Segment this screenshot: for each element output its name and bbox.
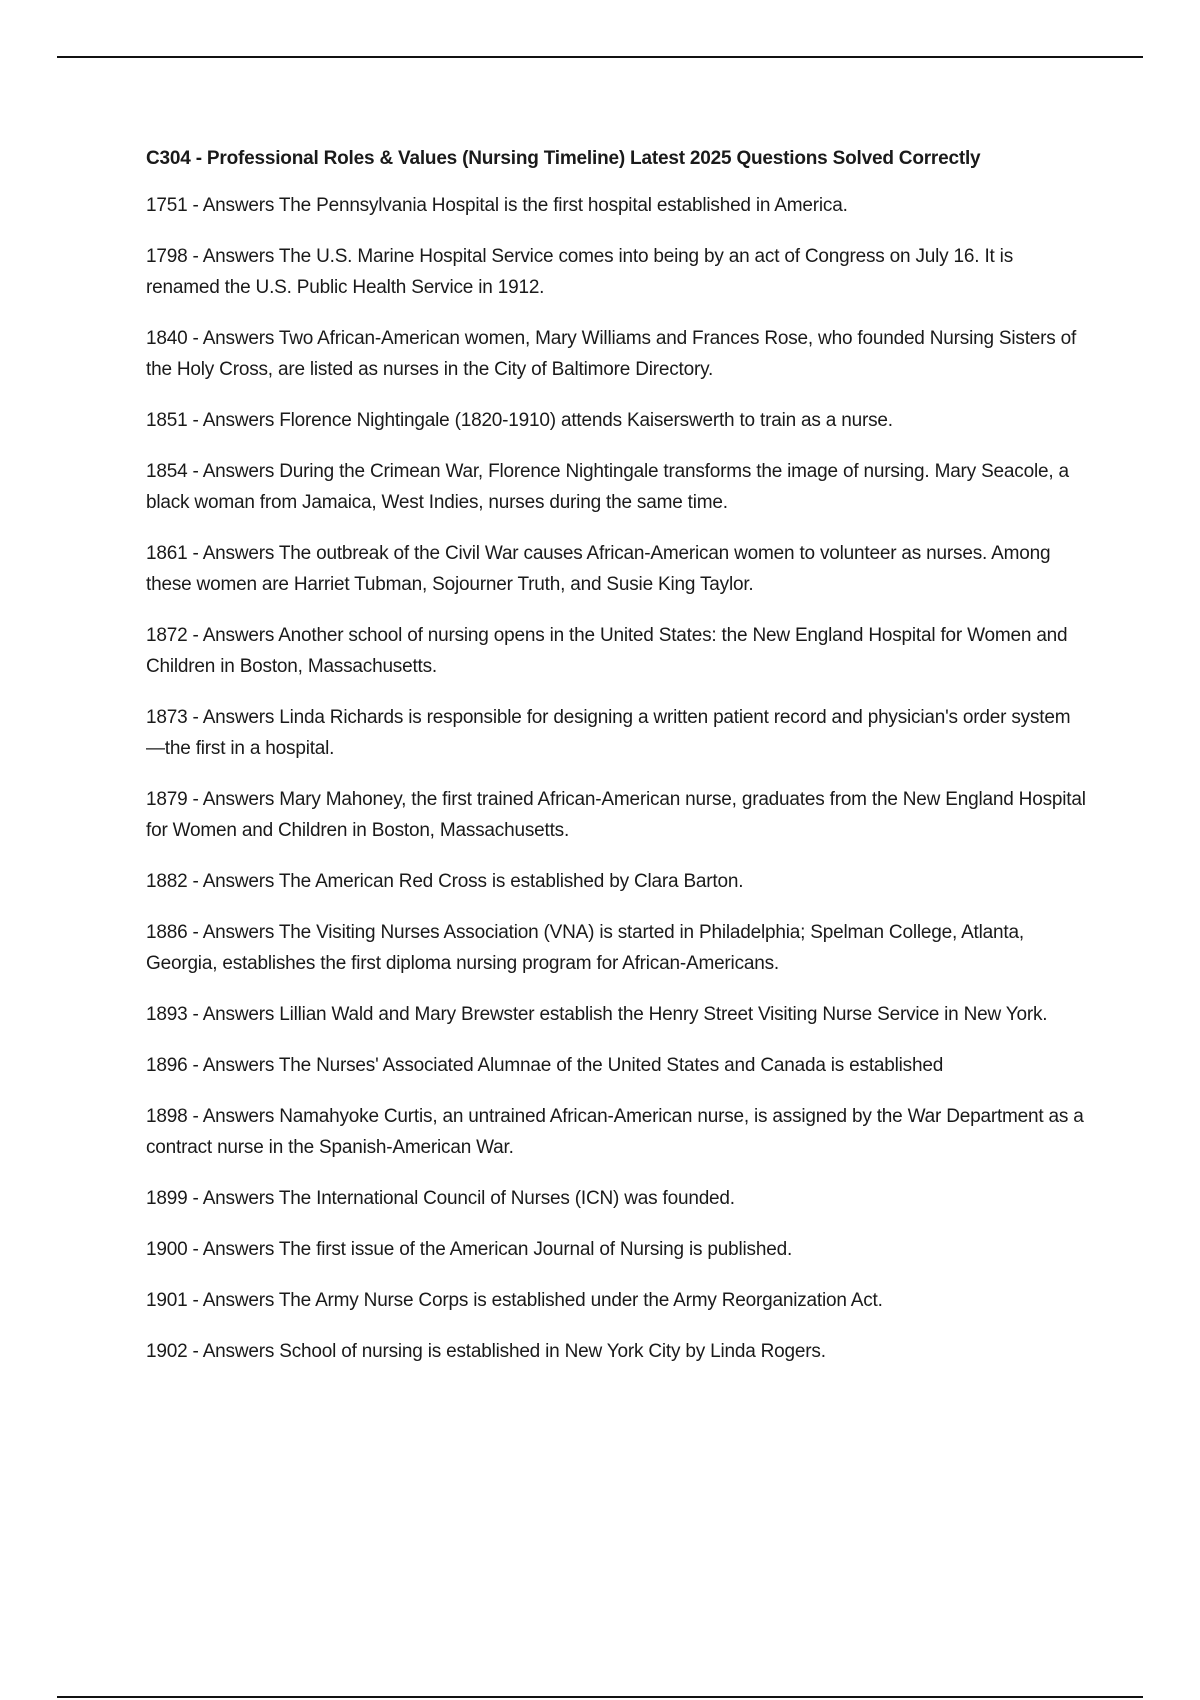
timeline-entry: 1882 - Answers The American Red Cross is established by Clara Barton. <box>146 871 744 892</box>
document-title: C304 - Professional Roles & Values (Nursing Timeline) Latest 2025 Questions Solved Correctly <box>146 148 981 169</box>
timeline-entry: 1840 - Answers Two African-American women, Mary Williams and Frances Rose, who founded Nursing Sisters of the Holy Cross, are listed as nurses in the City of Baltimore Directory. <box>146 328 1077 380</box>
timeline-entry: 1886 - Answers The Visiting Nurses Association (VNA) is started in Philadelphia; Spelman College, Atlanta, Georgia, establishes the first diploma nursing program for African-Americans. <box>146 922 1024 974</box>
timeline-entry: 1851 - Answers Florence Nightingale (1820-1910) attends Kaiserswerth to train as a nurse. <box>146 410 893 431</box>
timeline-entry: 1854 - Answers During the Crimean War, Florence Nightingale transforms the image of nursing. Mary Seacole, a black woman from Jamaica, West Indies, nurses during the same time. <box>146 461 1069 513</box>
timeline-entry: 1900 - Answers The first issue of the American Journal of Nursing is published. <box>146 1239 793 1260</box>
timeline-entry: 1899 - Answers The International Council of Nurses (ICN) was founded. <box>146 1188 735 1209</box>
document-body <box>146 143 1086 1387</box>
timeline-entry: 1873 - Answers Linda Richards is responsible for designing a written patient record and physician's order system—the first in a hospital. <box>146 707 1071 759</box>
timeline-list <box>146 190 1086 1367</box>
timeline-entry: 1898 - Answers Namahyoke Curtis, an untrained African-American nurse, is assigned by the War Department as a contract nurse in the Spanish-American War. <box>146 1106 1084 1158</box>
footer-rule <box>57 1696 1143 1698</box>
timeline-entry: 1861 - Answers The outbreak of the Civil War causes African-American women to volunteer as nurses. Among these women are Harriet Tubman, Sojourner Truth, and Susie King Taylor. <box>146 543 1051 595</box>
timeline-entry: 1901 - Answers The Army Nurse Corps is established under the Army Reorganization Act. <box>146 1290 883 1311</box>
header-rule <box>57 56 1143 58</box>
timeline-entry: 1902 - Answers School of nursing is established in New York City by Linda Rogers. <box>146 1341 826 1362</box>
timeline-entry: 1893 - Answers Lillian Wald and Mary Brewster establish the Henry Street Visiting Nurse Service in New York. <box>146 1004 1048 1025</box>
timeline-entry: 1872 - Answers Another school of nursing opens in the United States: the New England Hospital for Women and Children in Boston, Massachusetts. <box>146 625 1068 677</box>
timeline-entry: 1798 - Answers The U.S. Marine Hospital Service comes into being by an act of Congress on July 16. It is renamed the U.S. Public Health Service in 1912. <box>146 246 1014 298</box>
timeline-entry: 1751 - Answers The Pennsylvania Hospital is the first hospital established in America. <box>146 195 848 216</box>
timeline-entry: 1879 - Answers Mary Mahoney, the first trained African-American nurse, graduates from the New England Hospital for Women and Children in Boston, Massachusetts. <box>146 789 1086 841</box>
timeline-entry: 1896 - Answers The Nurses' Associated Alumnae of the United States and Canada is established <box>146 1055 944 1076</box>
